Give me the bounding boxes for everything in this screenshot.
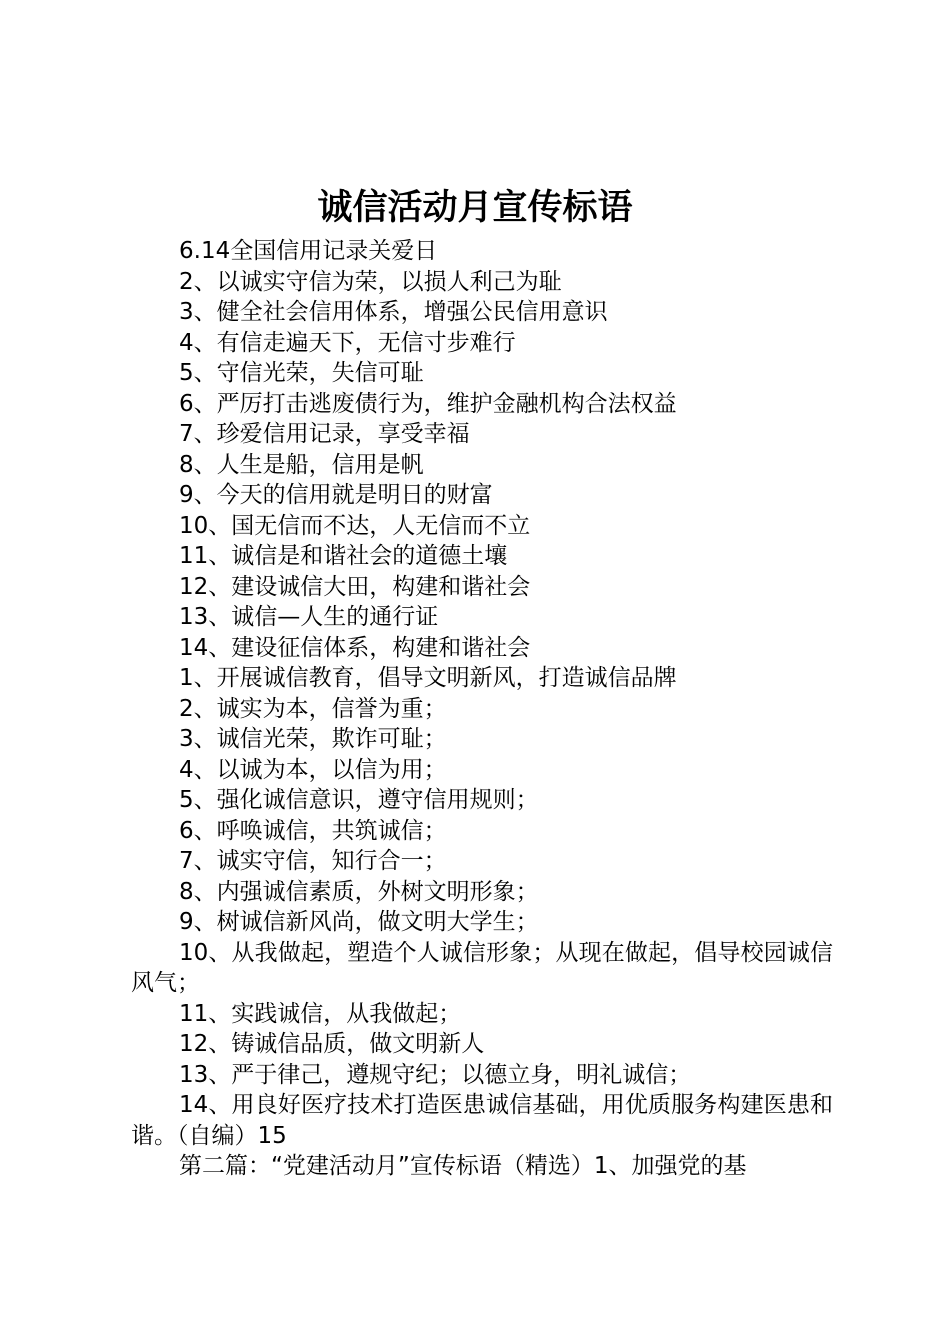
slogan-paragraph: 4、以诚为本，以信为用；	[179, 756, 447, 783]
slogan-paragraph: 5、守信光荣，失信可耻	[179, 360, 424, 386]
slogan-paragraph: 9、今天的信用就是明日的财富	[179, 482, 493, 508]
slogan-paragraph: 4、有信走遍天下，无信寸步难行	[179, 329, 516, 356]
slogan-paragraph: 6、呼唤诚信，共筑诚信；	[179, 817, 447, 844]
slogan-paragraph: 10、从我做起，塑造个人诚信形象；从现在做起，倡导校园诚信风气；	[131, 939, 833, 996]
document-title: 诚信活动月宣传标语	[317, 187, 633, 228]
slogan-paragraph: 14、用良好医疗技术打造医患诚信基础，用优质服务构建医患和谐。（自编）15	[131, 1092, 833, 1149]
document-body	[131, 236, 833, 1182]
slogan-paragraph: 2、诚实为本，信誉为重；	[179, 695, 447, 722]
slogan-paragraph: 5、强化诚信意识，遵守信用规则；	[179, 787, 539, 813]
slogan-paragraph: 11、实践诚信，从我做起；	[179, 1000, 462, 1027]
slogan-paragraph: 11、诚信是和谐社会的道德土壤	[179, 543, 508, 569]
slogan-paragraph: 12、建设诚信大田，构建和谐社会	[179, 573, 531, 600]
slogan-paragraph: 3、诚信光荣，欺诈可耻；	[179, 726, 447, 752]
slogan-paragraph: 1、开展诚信教育，倡导文明新风，打造诚信品牌	[179, 665, 677, 691]
slogan-paragraph: 13、诚信—人生的通行证	[179, 604, 439, 630]
slogan-paragraph: 8、内强诚信素质，外树文明形象；	[179, 878, 539, 905]
slogan-paragraph: 2、以诚实守信为荣，以损人利己为耻	[179, 268, 562, 295]
slogan-paragraph: 7、珍爱信用记录，享受幸福	[179, 421, 470, 447]
slogan-paragraph: 8、人生是船，信用是帆	[179, 451, 424, 478]
slogan-paragraph: 13、严于律己，遵规守纪；以德立身，明礼诚信；	[179, 1061, 692, 1088]
slogan-paragraph: 14、建设征信体系，构建和谐社会	[179, 634, 531, 661]
slogan-paragraph: 7、诚实守信，知行合一；	[179, 848, 447, 874]
slogan-paragraph: 6、严厉打击逃废债行为，维护金融机构合法权益	[179, 390, 677, 417]
slogan-paragraph: 3、健全社会信用体系，增强公民信用意识	[179, 299, 608, 325]
slogan-paragraph: 6.14全国信用记录关爱日	[179, 238, 438, 264]
slogan-paragraph: 9、树诚信新风尚，做文明大学生；	[179, 909, 539, 935]
slogan-paragraph: 第二篇：“党建活动月”宣传标语（精选）1、加强党的基	[179, 1153, 747, 1179]
slogan-paragraph: 10、国无信而不达，人无信而不立	[179, 512, 531, 539]
slogan-paragraph: 12、铸诚信品质，做文明新人	[179, 1031, 485, 1057]
